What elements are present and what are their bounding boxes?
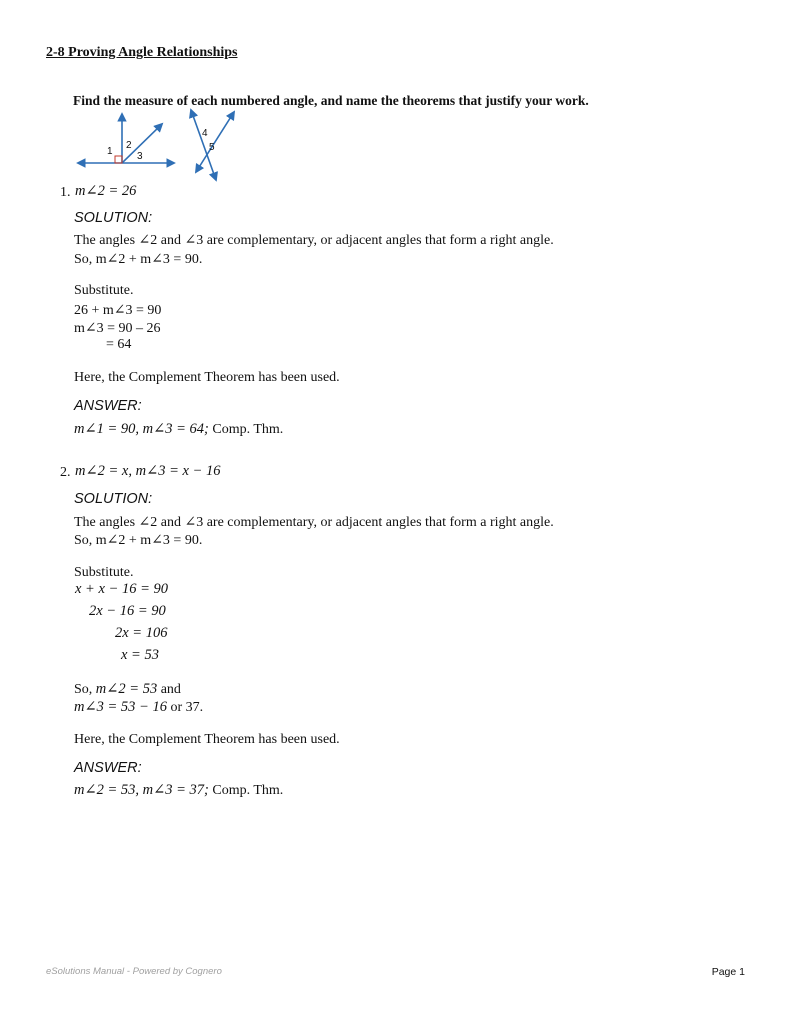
page-title: 2-8 Proving Angle Relationships: [46, 45, 238, 60]
problem-1-number: 1.: [60, 185, 71, 200]
problem-1-answer-label: ANSWER:: [74, 398, 142, 414]
angle-label-4: 4: [202, 128, 208, 139]
problem-2-m3-text: or 37.: [166, 700, 204, 715]
angle-label-5: 5: [209, 142, 215, 153]
problem-2-answer-math: m∠2 = 53, m∠3 = 37;: [74, 782, 209, 798]
problem-1-line: 26 + m∠3 = 90: [74, 303, 162, 318]
problem-2-so-text: So,: [74, 682, 96, 697]
problem-1-answer-text: Comp. Thm.: [208, 422, 284, 437]
angle-label-3: 3: [137, 151, 143, 162]
problem-2-m3-line: [74, 698, 203, 716]
problem-1-line: So, m∠2 + m∠3 = 90.: [74, 252, 203, 267]
problem-2-so-line: [74, 680, 181, 698]
problem-2-answer-text: Comp. Thm.: [208, 783, 284, 798]
problem-2-line: 2x = 106: [115, 625, 168, 641]
instruction: Find the measure of each numbered angle, and name the theorems that justify your work.: [73, 93, 589, 108]
problem-1-given: m∠2 = 26: [75, 183, 137, 199]
problem-2-line: Substitute.: [74, 565, 134, 580]
problem-1-solution-label: SOLUTION:: [74, 210, 153, 226]
angle-label-1: 1: [107, 146, 113, 157]
problem-1-answer: [74, 420, 283, 438]
angle-label-2: 2: [126, 140, 132, 151]
problem-1-line: The angles ∠2 and ∠3 are complementary, or adjacent angles that form a right angle.: [74, 233, 554, 248]
problem-2-so-math: m∠2 = 53: [95, 681, 158, 697]
problem-2-given: m∠2 = x, m∠3 = x − 16: [75, 463, 221, 479]
problem-2-answer-label: ANSWER:: [74, 760, 142, 776]
problem-2-m3-math: m∠3 = 53 − 16: [74, 699, 167, 715]
problem-1-line: Here, the Complement Theorem has been used.: [74, 370, 340, 385]
problem-1-line: = 64: [106, 337, 132, 352]
right-angle-marker: [115, 156, 122, 163]
problem-2-line: The angles ∠2 and ∠3 are complementary, or adjacent angles that form a right angle.: [74, 515, 554, 530]
problem-2-line: Here, the Complement Theorem has been used.: [74, 732, 340, 747]
problem-2-number: 2.: [60, 465, 71, 480]
footer-credit: eSolutions Manual - Powered by Cognero: [46, 966, 222, 977]
problem-2-line: x = 53: [121, 647, 159, 663]
problem-1-line: m∠3 = 90 – 26: [74, 321, 161, 336]
page-number: Page 1: [711, 966, 745, 978]
problem-2-so-and: and: [157, 682, 181, 697]
problem-2-answer: [74, 781, 283, 799]
problem-2-line: So, m∠2 + m∠3 = 90.: [74, 533, 203, 548]
problem-1-answer-math: m∠1 = 90, m∠3 = 64;: [74, 421, 209, 437]
problem-2-line: 2x − 16 = 90: [89, 603, 166, 619]
problem-2-line: x + x − 16 = 90: [75, 581, 168, 597]
angle-figure: [76, 108, 236, 184]
problem-2-solution-label: SOLUTION:: [74, 491, 153, 507]
problem-1-line: Substitute.: [74, 283, 134, 298]
